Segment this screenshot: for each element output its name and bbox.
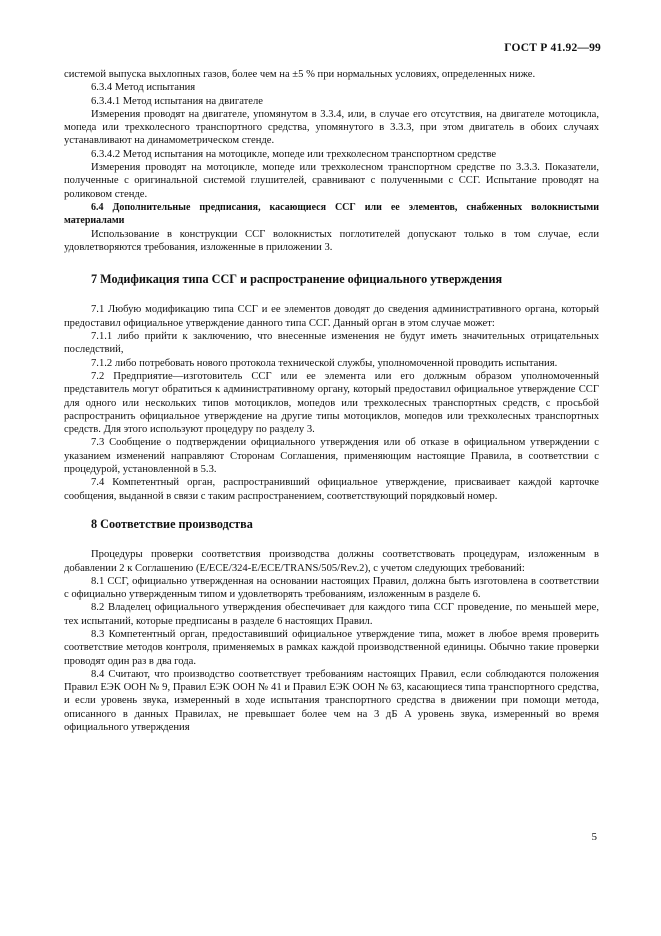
paragraph-7-4: 7.4 Компетентный орган, распространивший официальное утверждение, присваивает каждой карточке сообщения, выданной в связи с таким распространением, соответствующий порядковый номер. [64,477,599,502]
paragraph-fibrous-materials: Использование в конструкции ССГ волокнистых поглотителей допускают только в том случае, если удовлетворяются требования, изложенные в приложении 3. [64,228,599,253]
document-body [64,68,599,734]
page-number: 5 [591,831,597,843]
paragraph-7-1-2: 7.1.2 либо потребовать нового протокола технической службы, уполномоченной проводить испытания. [91,357,558,369]
paragraph-continuation: системой выпуска выхлопных газов, более чем на ±5 % при нормальных условиях, определенных ниже. [64,69,536,80]
paragraph-engine-measurement: Измерения проводят на двигателе, упомянутом в 3.3.4, или, в случае его отсутствия, на двигателе мотоцикла, мопеда или трехколесного транспортного средства, упомянутого в 3.3.3, при этом двигатель в обоих случаях устанавливают на динамометрическом стенде. [64,108,599,147]
paragraph-6-4-heading: 6.4 Дополнительные предписания, касающиеся ССГ или ее элементов, снабженных волокнистыми материалами [64,201,599,227]
section-7-title: 7 Модификация типа ССГ и распространение официального утверждения [91,272,503,287]
paragraph-8-intro: Процедуры проверки соответствия производства должны соответствовать процедурам, изложенным в добавлении 2 к Соглашению (E/ECE/324-E/ECE/TRANS/505/Rev.2), с учетом следующих требований: [64,549,599,574]
paragraph-8-1: 8.1 ССГ, официально утвержденная на основании настоящих Правил, должна быть изготовлена в соответствии с официально утвержденным типом и удовлетворять требованиям, изложенным в разделе 6. [64,575,599,601]
paragraph-6-3-4: 6.3.4 Метод испытания [91,82,196,94]
paragraph-7-3: 7.3 Сообщение о подтверждении официального утверждения или об отказе в официальном утверждении с указанием изменений направляют Сторонам Соглашения, применяющим настоящие Правила, в соответствии с процедурой, установленной в 5.3. [64,437,599,476]
section-8-title: 8 Соответствие производства [91,516,253,531]
paragraph-8-2: 8.2 Владелец официального утверждения обеспечивает для каждого типа ССГ проведение, по меньшей мере, тех испытаний, которые предписаны в разделе 6 настоящих Правил. [64,602,599,627]
paragraph-7-2: 7.2 Предприятие—изготовитель ССГ или ее элемента или его должным образом уполномоченный представитель могут обратиться к административному органу, который предоставил официальное утверждение ССГ для одного или нескольких типов мотоциклов, мопедов или трехколесных транспортных средств, с просьбой распространить официальное утверждение на другие типы мотоциклов, мопедов или трехколесных транспортных средств. Для этого используют процедуру по разделу 3. [64,370,599,436]
paragraph-6-3-4-2: 6.3.4.2 Метод испытания на мотоцикле, мопеде или трехколесном транспортном средстве [91,148,497,160]
paragraph-7-1: 7.1 Любую модификацию типа ССГ и ее элементов доводят до сведения административного органа, который предоставил официальное утверждение данного типа ССГ. Данный орган в этом случае может: [64,304,599,329]
paragraph-8-4: 8.4 Считают, что производство соответствует требованиям настоящих Правил, если соблюдаются положения Правил ЕЭК ООН № 9, Правил ЕЭК ООН № 41 и Правил ЕЭК ООН № 63, касающиеся типа транспортного средства, и если уровень звука, измеренный в ходе испытания транспортного средства в движении при помощи метода, описанного в данных Правилах, не превышает более чем на 3 дБ A уровень звука, измеренный во время официального утверждения [64,668,599,734]
paragraph-6-3-4-1: 6.3.4.1 Метод испытания на двигателе [91,95,263,107]
paragraph-8-3: 8.3 Компетентный орган, предоставивший официальное утверждение типа, может в любое время проверить соответствие методов контроля, применяемых в рамках каждой производственной единицы. Обычно такие проверки проводят один раз в два года. [64,628,599,667]
paragraph-vehicle-measurement: Измерения проводят на мотоцикле, мопеде или трехколесном транспортном средстве по 3.3.3. Показатели, полученные с оригинальной системой глушителей, сравнивают с полученными с ССГ. Испытание проводят на роликовом стенде. [64,162,599,200]
paragraph-7-1-1: 7.1.1 либо прийти к заключению, что внесенные изменения не будут иметь значительных отрицательных последствий, [64,331,599,356]
document-header-id: ГОСТ Р 41.92—99 [504,42,601,54]
